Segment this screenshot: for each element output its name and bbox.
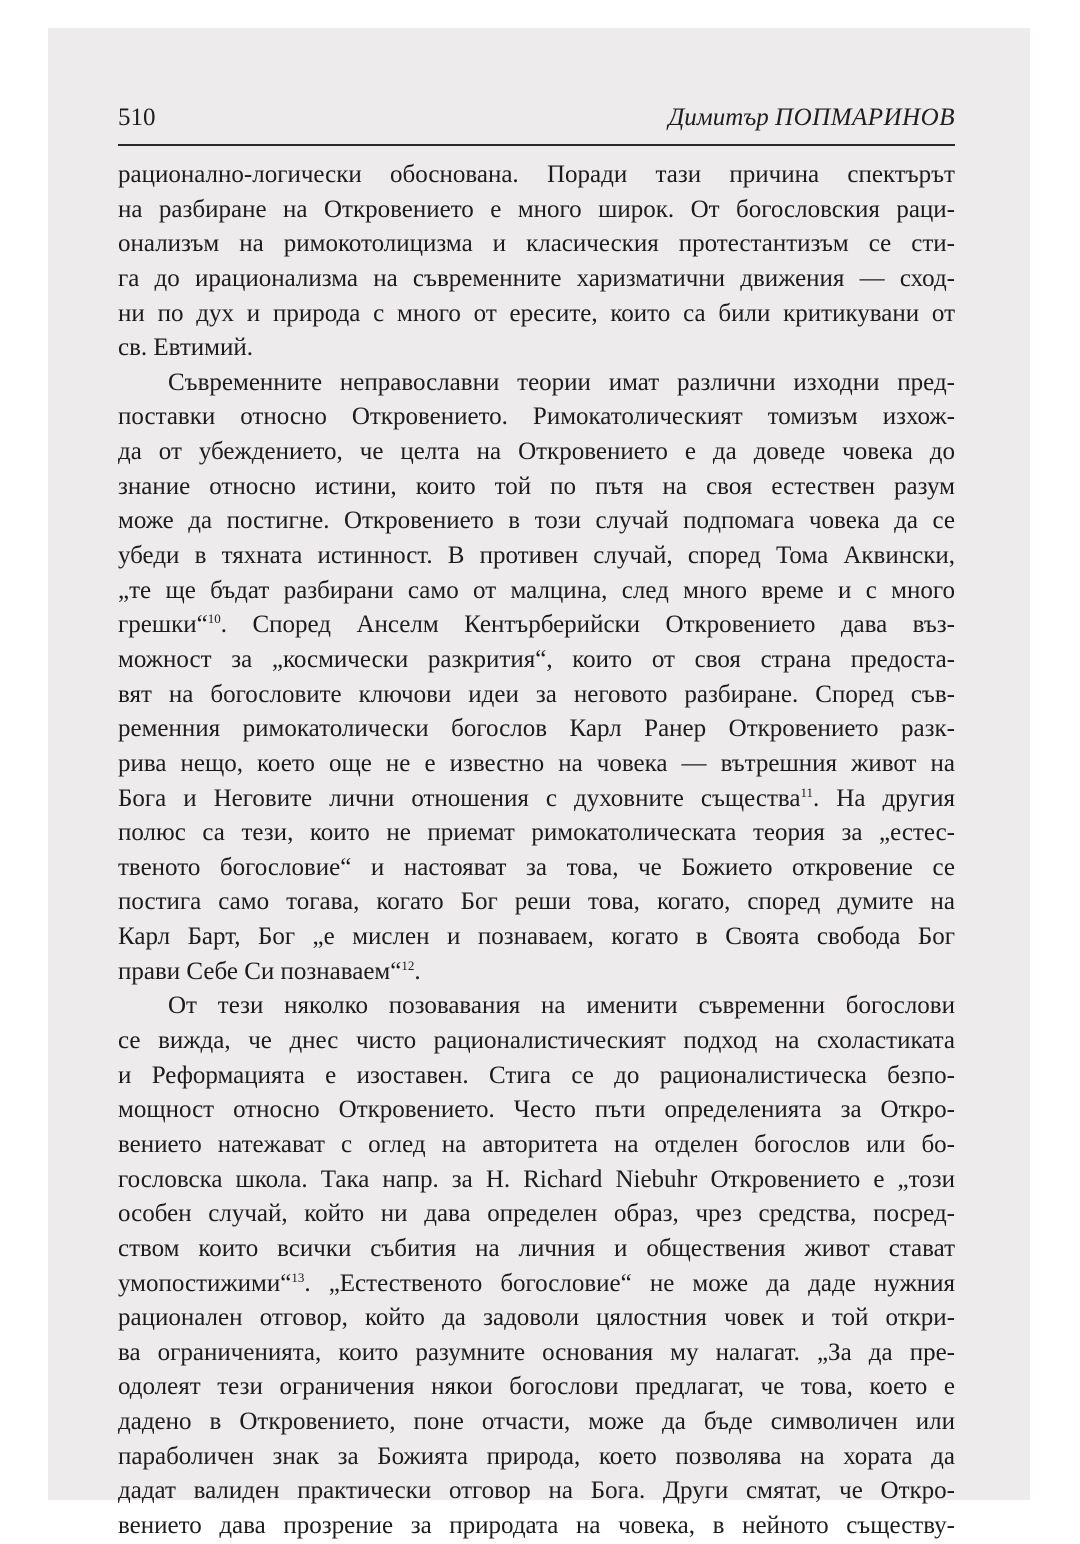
text-line: [118, 1474, 955, 1509]
text-line-content: се вижда, че днес чисто рационалистическият подход на схоластиката: [118, 1027, 955, 1055]
text-line-content: дадат валиден практически отговор на Бога. Други смятат, че Откро-: [118, 1477, 955, 1505]
text-line-content: От тези няколко позовавания на именити съвременни богослови: [168, 992, 955, 1020]
text-line-content: „те ще бъдат разбирани само от малцина, след много време и с много: [118, 576, 955, 604]
text-line-content: ством които всички събития на личния и обществения живот стават: [118, 1234, 955, 1262]
text-line: [118, 539, 955, 574]
text-line: [118, 400, 955, 435]
text-line: [118, 1128, 955, 1163]
text-line-content: гословска школа. Така напр. за H. Richard Niebuhr Откровението е „този: [118, 1165, 955, 1193]
text-line: [118, 331, 955, 366]
text-line-content: може да постигне. Откровението в този случай подпомага човека да се: [118, 507, 955, 535]
text-line: [118, 1370, 955, 1405]
text-line-content: онализъм на римокотолицизма и класическия протестантизъм се сти-: [118, 230, 955, 258]
footnote-reference: 11: [800, 784, 814, 800]
text-line-content: умопостижими“: [118, 1269, 292, 1297]
text-line-content: св. Евтимий.: [118, 334, 253, 362]
text-line: [118, 989, 955, 1024]
text-line: [118, 1059, 955, 1094]
text-line: [118, 574, 955, 609]
text-line-tail: . „Естественото богословие“ не може да даде нужния: [304, 1269, 955, 1297]
text-line: [118, 1163, 955, 1198]
text-line-content: га до ирационализма на съвременните харизматични движения — сход-: [118, 264, 955, 292]
text-line-content: ва ограниченията, които разумните основания му налагат. „За да пре-: [118, 1338, 955, 1366]
text-line-tail: . Според Анселм Кентърберийски Откровението дава въз-: [220, 611, 955, 639]
text-line-content: дадено в Откровението, поне отчасти, може да бъде символичен или: [118, 1408, 955, 1436]
text-line: [118, 678, 955, 713]
text-line: [118, 920, 955, 955]
text-line: [118, 470, 955, 505]
text-line-content: особен случай, който ни дава определен образ, чрез средства, посред-: [118, 1200, 955, 1228]
text-line-content: убеди в тяхната истинност. В противен случай, според Тома Аквински,: [118, 542, 955, 570]
text-line-content: Съвременните неправославни теории имат различни изходни пред-: [168, 368, 955, 396]
text-line-content: вението дава прозрение за природата на човека, в нейното съществу-: [118, 1511, 955, 1539]
text-line: [118, 504, 955, 539]
text-line-content: полюс са тези, които не приемат римокатолическата теория за „естес-: [118, 819, 955, 847]
text-line-content: можност за „космически разкрития“, които от своя страна предоста-: [118, 645, 955, 673]
text-line-content: грешки“: [118, 611, 208, 639]
text-line-tail: . На другия: [813, 784, 955, 812]
text-line-content: ременния римокатолически богослов Карл Ранер Откровението разк-: [118, 715, 955, 743]
footnote-reference: 13: [291, 1269, 305, 1285]
footnote-reference: 10: [207, 611, 221, 627]
text-line-content: ни по дух и природа с много от ересите, които са били критикувани от: [118, 299, 955, 327]
text-line-content: и Реформацията е изоставен. Стига се до рационалистическа безпо-: [118, 1061, 955, 1089]
text-line-content: твеното богословие“ и настояват за това, че Божието откровение се: [118, 853, 955, 881]
text-line: [118, 227, 955, 262]
text-line: [118, 1232, 955, 1267]
text-line-content: одолеят тези ограничения някои богослови предлагат, че това, което е: [118, 1373, 955, 1401]
text-line: [118, 782, 955, 817]
text-line: [118, 1267, 955, 1302]
text-line-content: вят на богословите ключови идеи за неговото разбиране. Според съв-: [118, 680, 955, 708]
text-line: [118, 158, 955, 193]
text-line-content: Бога и Неговите лични отношения с духовните същества: [118, 784, 801, 812]
text-line: [118, 955, 955, 990]
text-line-content: рива нещо, което още не е известно на човека — вътрешния живот на: [118, 749, 955, 777]
text-line-content: Карл Барт, Бог „е мислен и познаваем, когато в Своята свобода Бог: [118, 923, 955, 951]
text-line: [118, 1336, 955, 1371]
text-line: [118, 712, 955, 747]
text-line-tail: .: [414, 957, 421, 985]
text-line-content: вението натежават с оглед на авторитета на отделен богослов или бо-: [118, 1130, 955, 1158]
text-line-content: да от убеждението, че целта на Откровението е да доведе човека до: [118, 438, 955, 466]
text-line: [118, 366, 955, 401]
text-line-content: постига само тогава, когато Бог реши това, когато, според думите на: [118, 888, 955, 916]
text-line: [118, 643, 955, 678]
text-line-content: параболичен знак за Божията природа, което позволява на хората да: [118, 1442, 955, 1470]
text-line: [118, 608, 955, 643]
page-number: 510: [118, 104, 156, 131]
text-line-content: рационален отговор, който да задоволи цялостния човек и той откри-: [118, 1304, 955, 1332]
text-line: [118, 1301, 955, 1336]
text-line-content: прави Себе Си познаваем“: [118, 957, 402, 985]
text-line: [118, 435, 955, 470]
text-line: [118, 193, 955, 228]
text-line: [118, 262, 955, 297]
text-line: [118, 1405, 955, 1440]
body-text: [118, 158, 955, 1544]
text-line: [118, 851, 955, 886]
text-line: [118, 816, 955, 851]
text-line: [118, 885, 955, 920]
author-first-name: Димитър: [668, 104, 769, 131]
text-line: [118, 1093, 955, 1128]
text-line-content: поставки относно Откровението. Римокатолическият томизъм изхож-: [118, 403, 955, 431]
text-line-content: рационално-логически обоснована. Поради тази причина спектърът: [118, 161, 955, 188]
text-line: [118, 297, 955, 332]
text-line-content: мощност относно Откровението. Често пъти определенията за Откро-: [118, 1096, 955, 1124]
text-line-content: знание относно истини, които той по пътя на своя естествен разум: [118, 472, 955, 500]
text-line: [118, 1440, 955, 1475]
text-line: [118, 1197, 955, 1232]
author-surname: ПОПМАРИНОВ: [775, 104, 955, 131]
text-line: [118, 747, 955, 782]
running-head-author: [668, 104, 955, 132]
text-line: [118, 1509, 955, 1544]
footnote-reference: 12: [401, 957, 415, 973]
running-header: [118, 100, 955, 146]
text-line: [118, 1024, 955, 1059]
text-line-content: на разбиране на Откровението е много широк. От богословския раци-: [118, 195, 955, 223]
